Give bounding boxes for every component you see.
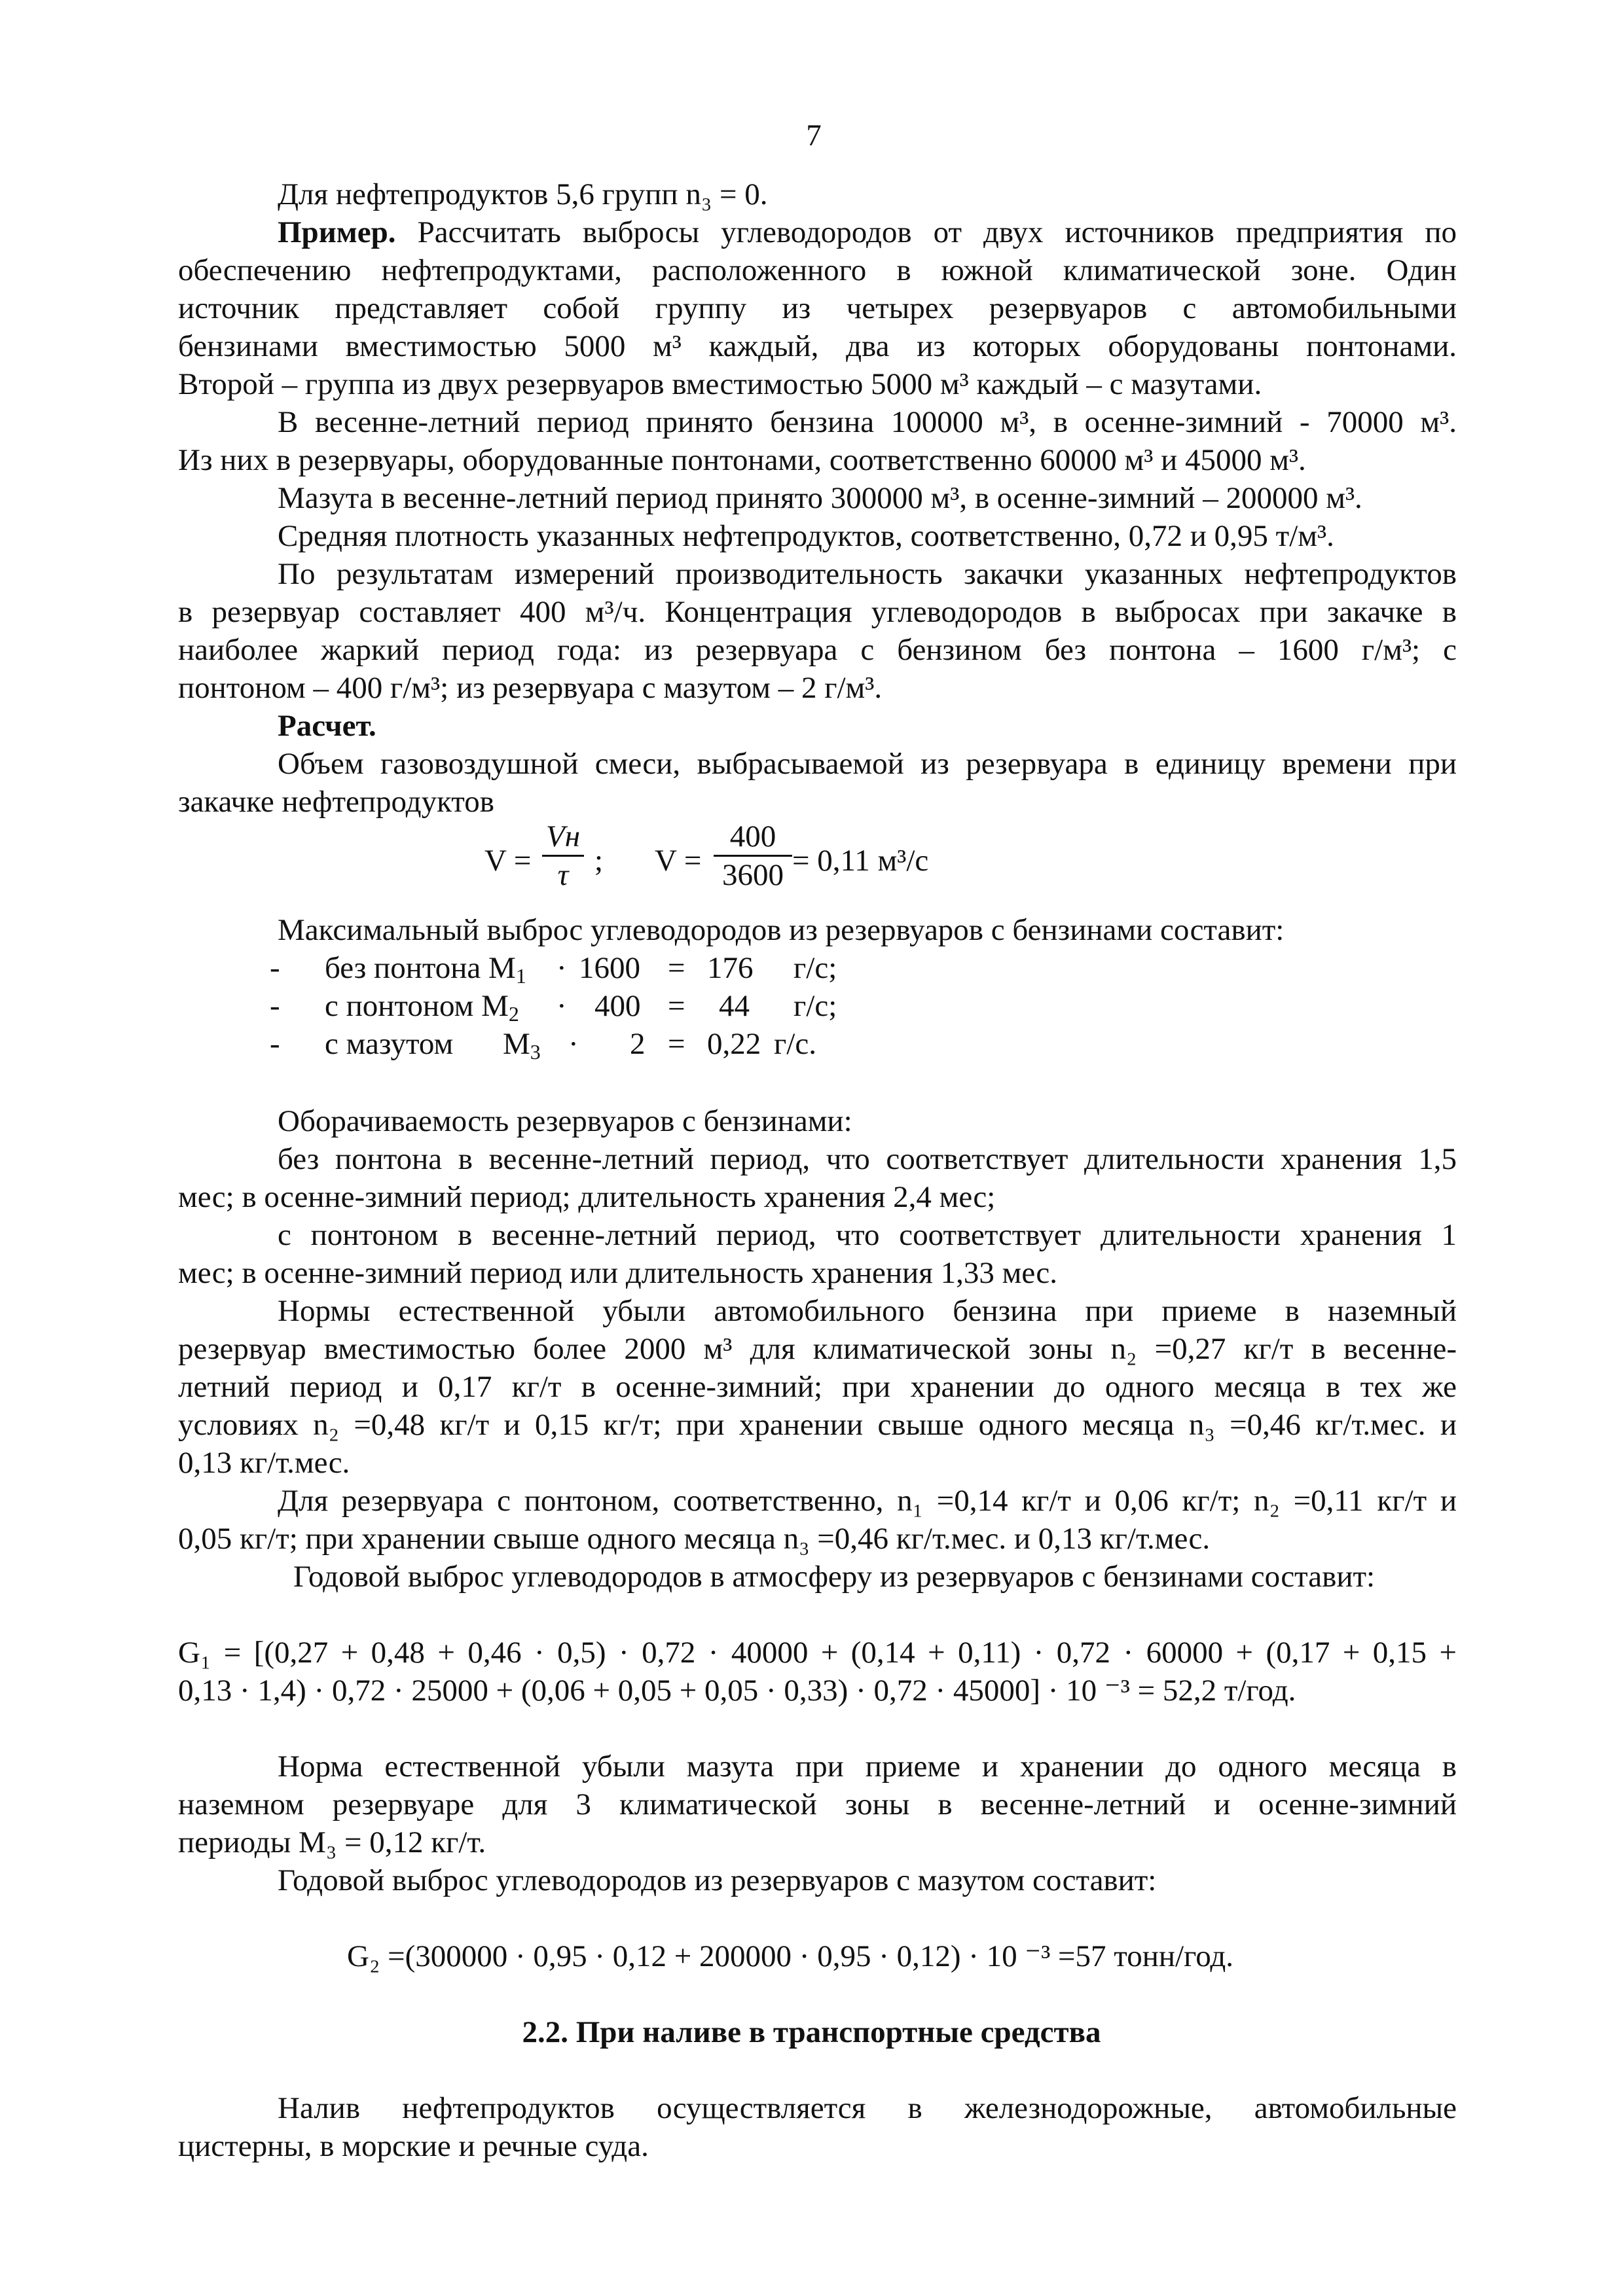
- pontoon-norms-line-2: 0,05 кг/т; при хранении свыше одного месяца n₃ =0,46 кг/т.мес. и 0,13 кг/т.мес.: [178, 1522, 1211, 1556]
- measurement-line-1: По результатам измерений производительность закачки указанных нефтепродуктов: [278, 557, 1457, 591]
- formula-lhs-2: V =: [655, 844, 702, 878]
- formula-separator: ;: [594, 844, 604, 878]
- fuel-oil-volume: Мазута в весенне-летний период принято 300000 м³, в осенне-зимний – 200000 м³.: [278, 481, 1362, 515]
- formula-lhs-1: V =: [484, 844, 532, 878]
- example-label: Пример.: [278, 215, 396, 249]
- fuel-oil-norm-line-3: периоды M₃ = 0,12 кг/т.: [178, 1825, 486, 1859]
- paragraph-groups: Для нефтепродуктов 5,6 групп n₃ = 0.: [278, 177, 768, 211]
- pontoon-norms-line-1: Для резервуара с понтоном, соответственно, n₁ =0,14 кг/т и 0,06 кг/т; n₂ =0,11 кг/т и: [278, 1484, 1457, 1518]
- loss-norms-line-1: Нормы естественной убыли автомобильного бензина при приеме в наземный: [278, 1294, 1457, 1328]
- volume-text-line-2: закачке нефтепродуктов: [178, 785, 494, 819]
- measurement-line-3: наиболее жаркий период года: из резервуара с бензином без понтона – 1600 г/м³; с: [178, 633, 1457, 667]
- loss-norms-line-4: условиях n₂ =0,48 кг/т и 0,15 кг/т; при хранении свыше одного месяца n₃ =0,46 кг/т.мес. и: [178, 1408, 1457, 1442]
- fraction-vn-tau: Vн τ: [542, 818, 584, 893]
- loading-line-2: цистерны, в морские и речные суда.: [178, 2129, 649, 2163]
- example-line-3: источник представляет собой группу из четырех резервуаров с автомобильными: [178, 291, 1457, 325]
- turnover-intro: Оборачиваемость резервуаров с бензинами:: [278, 1104, 852, 1138]
- turnover-no-pontoon-line-2: мес; в осенне-зимний период; длительность хранения 2,4 мес;: [178, 1180, 996, 1214]
- max-emission-intro: Максимальный выброс углеводородов из резервуаров с бензинами составит:: [278, 913, 1285, 947]
- example-line-2: обеспечению нефтепродуктами, расположенного в южной климатической зоне. Один: [178, 253, 1457, 287]
- emission-row-2: - с понтоном $M_2$ · 400 = 44 г/с;: [270, 989, 837, 1026]
- emission-row-3: - с мазутом $M_3$ · 2 = 0,22 г/с.: [270, 1027, 816, 1064]
- turnover-pontoon-line-1: с понтоном в весенне-летний период, что соответствует длительности хранения 1: [278, 1218, 1457, 1252]
- g1-formula-line-2: 0,13 · 1,4) · 0,72 · 25000 + (0,06 + 0,05 + 0,05 · 0,33) · 0,72 · 45000] · 10 ⁻³ = 52,2 т/год.: [178, 1674, 1296, 1708]
- loss-norms-line-2: резервуар вместимостью более 2000 м³ для климатической зоны n₂ =0,27 кг/т в весенне-: [178, 1332, 1457, 1366]
- loss-norms-line-3: летний период и 0,17 кг/т в осенне-зимний; при хранении до одного месяца в тех же: [178, 1370, 1457, 1404]
- section-heading: 2.2. При наливе в транспортные средства: [522, 2015, 1101, 2049]
- volume-text-line-1: Объем газовоздушной смеси, выбрасываемой из резервуара в единицу времени при: [278, 747, 1457, 781]
- measurement-line-4: понтоном – 400 г/м³; из резервуара с мазутом – 2 г/м³.: [178, 671, 883, 705]
- petrol-volume-line-2: Из них в резервуары, оборудованные понтонами, соответственно 60000 м³ и 45000 м³.: [178, 443, 1306, 477]
- petrol-volume-line-1: В весенне-летний период принято бензина 100000 м³, в осенне-зимний - 70000 м³.: [278, 405, 1457, 439]
- turnover-no-pontoon-line-1: без понтона в весенне-летний период, что соответствует длительности хранения 1,5: [278, 1142, 1457, 1176]
- fuel-oil-norm-line-1: Норма естественной убыли мазута при приеме и хранении до одного месяца в: [278, 1749, 1457, 1784]
- annual-petrol-intro: Годовой выброс углеводородов в атмосферу из резервуаров с бензинами составит:: [293, 1560, 1376, 1594]
- example-line-5: Второй – группа из двух резервуаров вместимостью 5000 м³ каждый – с мазутами.: [178, 367, 1262, 401]
- example-line-1: Пример. Рассчитать выбросы углеводородов от двух источников предприятия по: [278, 215, 1457, 249]
- g1-formula-line-1: G₁ = [(0,27 + 0,48 + 0,46 · 0,5) · 0,72 · 40000 + (0,14 + 0,11) · 0,72 · 60000 + (0,17 + 0,15 +: [178, 1636, 1457, 1670]
- turnover-pontoon-line-2: мес; в осенне-зимний период или длительность хранения 1,33 мес.: [178, 1256, 1057, 1290]
- loading-line-1: Налив нефтепродуктов осуществляется в железнодорожные, автомобильные: [278, 2091, 1457, 2125]
- loss-norms-line-5: 0,13 кг/т.мес.: [178, 1446, 350, 1480]
- fuel-oil-norm-line-2: наземном резервуаре для 3 климатической зоны в весенне-летний и осенне-зимний: [178, 1787, 1457, 1821]
- emission-row-1: - без понтона $M_1$ · 1600 = 176 г/с;: [270, 951, 837, 988]
- page-number: 7: [806, 118, 822, 152]
- calculation-heading: Расчет.: [278, 709, 376, 743]
- annual-fuel-oil-intro: Годовой выброс углеводородов из резервуаров с мазутом составит:: [278, 1863, 1157, 1897]
- density-line: Средняя плотность указанных нефтепродуктов, соответственно, 0,72 и 0,95 т/м³.: [278, 519, 1334, 553]
- g2-formula: G₂ =(300000 · 0,95 · 0,12 + 200000 · 0,95 · 0,12) · 10 ⁻³ =57 тонн/год.: [347, 1939, 1234, 1973]
- measurement-line-2: в резервуар составляет 400 м³/ч. Концентрация углеводородов в выбросах при закачке в: [178, 595, 1457, 629]
- formula-result: = 0,11 м³/с: [792, 844, 929, 878]
- fraction-400-3600: $\frac{400}{3600}$: [714, 818, 792, 893]
- volume-formula: [484, 818, 1074, 910]
- example-line-4: бензинами вместимостью 5000 м³ каждый, два из которых оборудованы понтонами.: [178, 329, 1457, 363]
